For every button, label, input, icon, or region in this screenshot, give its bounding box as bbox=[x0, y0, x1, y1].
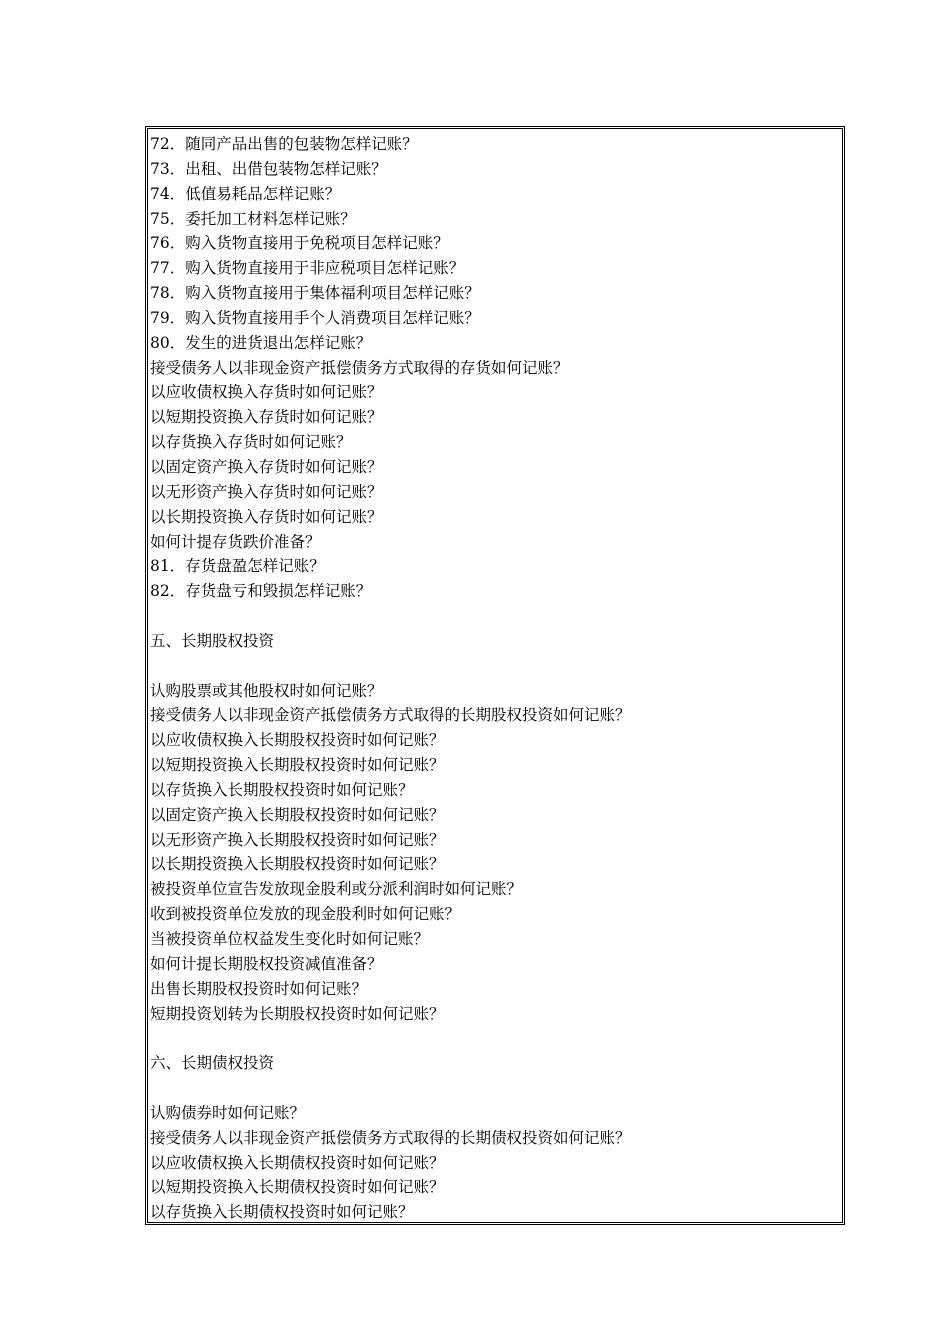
question-line: 以短期投资换入长期债权投资时如何记账？ bbox=[150, 1178, 445, 1197]
question-line: 77．购入货物直接用于非应税项目怎样记账？ bbox=[150, 259, 465, 278]
question-line: 如何计提长期股权投资减值准备？ bbox=[150, 954, 383, 973]
section-heading: 六、长期债权投资 bbox=[150, 1054, 275, 1073]
question-line: 接受债务人以非现金资产抵偿债务方式取得的存货如何记账？ bbox=[150, 358, 569, 377]
blank-line bbox=[150, 604, 840, 629]
question-line: 被投资单位宣告发放现金股利或分派利润时如何记账？ bbox=[150, 880, 523, 899]
question-line: 以应收债权换入长期股权投资时如何记账？ bbox=[150, 731, 445, 750]
document-body bbox=[150, 132, 840, 1225]
question-line: 72．随同产品出售的包装物怎样记账？ bbox=[150, 135, 418, 153]
question-line: 认购股票或其他股权时如何记账？ bbox=[150, 681, 383, 700]
question-line: 79．购入货物直接用手个人消费项目怎样记账？ bbox=[150, 308, 480, 327]
question-line: 74．低值易耗品怎样记账？ bbox=[150, 184, 341, 203]
question-line: 以应收债权换入存货时如何记账？ bbox=[150, 383, 383, 402]
question-line: 以无形资产换入长期股权投资时如何记账？ bbox=[150, 830, 445, 849]
question-line: 以固定资产换入存货时如何记账？ bbox=[150, 457, 383, 476]
question-line: 以短期投资换入存货时如何记账？ bbox=[150, 408, 383, 427]
question-line: 以长期投资换入存货时如何记账？ bbox=[150, 507, 383, 526]
section-heading: 五、长期股权投资 bbox=[150, 631, 275, 650]
question-line: 出售长期股权投资时如何记账？ bbox=[150, 979, 368, 998]
question-line: 78．购入货物直接用于集体福利项目怎样记账？ bbox=[150, 284, 480, 303]
question-line: 73．出租、出借包装物怎样记账？ bbox=[150, 159, 387, 178]
question-line: 当被投资单位权益发生变化时如何记账？ bbox=[150, 930, 430, 948]
question-line: 短期投资划转为长期股权投资时如何记账？ bbox=[150, 1004, 445, 1023]
question-line: 以存货换入长期股权投资时如何记账？ bbox=[150, 780, 414, 799]
question-line: 收到被投资单位发放的现金股利时如何记账？ bbox=[150, 905, 461, 924]
blank-line bbox=[150, 1026, 840, 1051]
question-line: 80．发生的进货退出怎样记账？ bbox=[150, 333, 372, 352]
question-line: 82．存货盘亏和毁损怎样记账？ bbox=[150, 582, 372, 601]
question-line: 以存货换入存货时如何记账？ bbox=[150, 433, 352, 452]
question-line: 接受债务人以非现金资产抵偿债务方式取得的长期股权投资如何记账？ bbox=[150, 706, 631, 725]
question-line: 以固定资产换入长期股权投资时如何记账？ bbox=[150, 805, 445, 824]
question-line: 76．购入货物直接用于免税项目怎样记账？ bbox=[150, 234, 449, 253]
blank-line bbox=[150, 1076, 840, 1101]
question-line: 认购债券时如何记账？ bbox=[150, 1103, 306, 1122]
question-line: 以存货换入长期债权投资时如何记账？ bbox=[150, 1203, 414, 1222]
question-line: 以应收债权换入长期债权投资时如何记账？ bbox=[150, 1153, 445, 1172]
question-line: 81．存货盘盈怎样记账？ bbox=[150, 557, 325, 576]
question-line: 如何计提存货跌价准备？ bbox=[150, 532, 321, 551]
question-line: 75．委托加工材料怎样记账？ bbox=[150, 209, 356, 228]
question-line: 以短期投资换入长期股权投资时如何记账？ bbox=[150, 756, 445, 775]
question-line: 以长期投资换入长期股权投资时如何记账？ bbox=[150, 855, 445, 874]
question-line: 以无形资产换入存货时如何记账？ bbox=[150, 482, 383, 501]
content-frame bbox=[145, 126, 845, 1225]
question-line: 接受债务人以非现金资产抵偿债务方式取得的长期债权投资如何记账？ bbox=[150, 1128, 631, 1147]
blank-line bbox=[150, 654, 840, 679]
